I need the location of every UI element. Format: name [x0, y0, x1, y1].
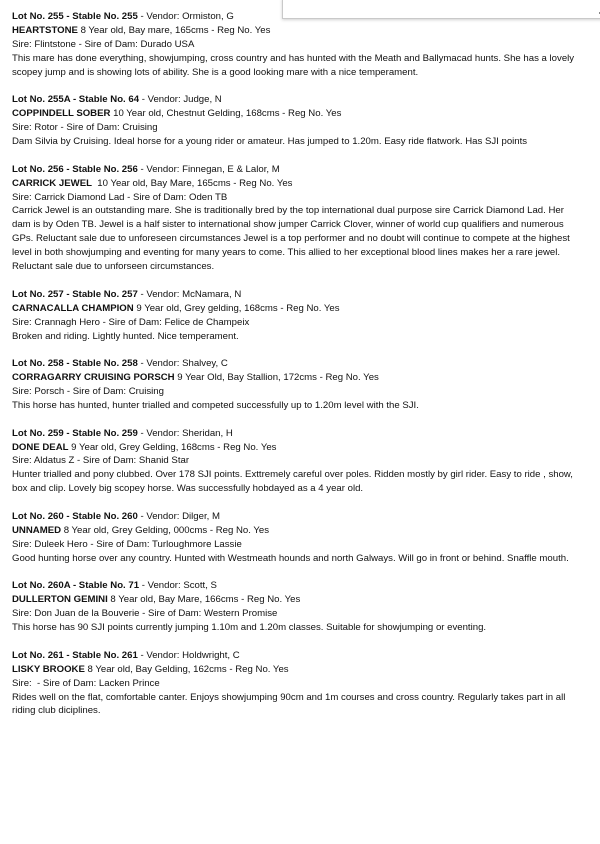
lot-entry — [12, 357, 584, 413]
sire-line: Sire: Duleek Hero - Sire of Dam: Turloughmore Lassie — [12, 538, 242, 550]
sire-line: Sire: Rotor - Sire of Dam: Cruising — [12, 122, 158, 134]
horse-details: 10 Year old, Bay Mare, 165cms - Reg No. Yes — [91, 177, 293, 189]
horse-line — [12, 663, 584, 677]
horse-details: 10 Year old, Chestnut Gelding, 168cms - Reg No. Yes — [110, 108, 342, 120]
lot-number: Lot No. 258 - Stable No. 258 — [12, 358, 138, 370]
horse-details: 9 Year old, Grey Gelding, 168cms - Reg No. Yes — [68, 441, 277, 453]
lot-number: Lot No. 259 - Stable No. 259 — [12, 427, 138, 439]
horse-name: LISKY BROOKE — [12, 663, 85, 675]
lot-entry — [12, 10, 584, 80]
description: This horse has 90 SJI points currently jumping 1.10m and 1.20m classes. Suitable for showjumping or eventing. — [12, 622, 487, 634]
lot-header-line — [12, 288, 584, 302]
lot-number: Lot No. 257 - Stable No. 257 — [12, 288, 138, 300]
horse-line — [12, 441, 584, 455]
horse-line — [12, 371, 584, 385]
horse-details: 9 Year Old, Bay Stallion, 172cms - Reg No. Yes — [174, 372, 379, 384]
description: This horse has hunted, hunter trialled and competed successfully up to 1.20m level with the SJI. — [12, 399, 419, 411]
horse-line — [12, 302, 584, 316]
lot-number: Lot No. 261 - Stable No. 261 — [12, 649, 138, 661]
sire-line: Sire: - Sire of Dam: Lacken Prince — [12, 677, 160, 689]
vendor: - Vendor: Judge, N — [139, 94, 222, 106]
description: Broken and riding. Lightly hunted. Nice temperament. — [12, 330, 239, 342]
description: Good hunting horse over any country. Hunted with Westmeath hounds and north Galways. Will go in front or behind. Snaffle mouth. — [12, 552, 569, 564]
lot-entry — [12, 427, 584, 497]
horse-details: 8 Year old, Bay mare, 165cms - Reg No. Yes — [77, 24, 271, 36]
horse-name: HEARTSTONE — [12, 24, 78, 36]
lot-entry — [12, 288, 584, 344]
horse-name: CORRAGARRY CRUISING PORSCH — [12, 372, 175, 384]
lot-header-line — [12, 427, 584, 441]
description: Rides well on the flat, comfortable canter. Enjoys showjumping 90cm and 1m courses and cross country. Regularly takes part in all riding club diciplines. — [12, 691, 566, 717]
horse-name: CARNACALLA CHAMPION — [12, 302, 134, 314]
sire-line: Sire: Don Juan de la Bouverie - Sire of Dam: Western Promise — [12, 608, 278, 620]
lot-header-line — [12, 579, 584, 593]
horse-name: DULLERTON GEMINI — [12, 594, 108, 606]
lot-header-line — [12, 357, 584, 371]
lot-header-line — [12, 93, 584, 107]
lot-entry — [12, 579, 584, 635]
horse-details: 9 Year old, Grey gelding, 168cms - Reg No. Yes — [133, 302, 340, 314]
description: Hunter trialled and pony clubbed. Over 178 SJI points. Exttremely careful over poles. Ridden mostly by girl rider. Easy to ride , show, box and clip. Lovely big scopey horse. Was successfully hobdayed as a 4 year old. — [12, 469, 573, 495]
lot-entry — [12, 163, 584, 274]
vendor: - Vendor: Scott, S — [139, 580, 217, 592]
lot-number: Lot No. 256 - Stable No. 256 — [12, 163, 138, 175]
vendor: - Vendor: Finnegan, E & Lalor, M — [137, 163, 280, 175]
vendor: - Vendor: Shalvey, C — [137, 358, 228, 370]
vendor: - Vendor: Holdwright, C — [137, 649, 240, 661]
sire-line: Sire: Carrick Diamond Lad - Sire of Dam: Oden TB — [12, 191, 228, 203]
lot-entry — [12, 510, 584, 566]
lot-header-line — [12, 510, 584, 524]
description: Dam Silvia by Cruising. Ideal horse for a young rider or amateur. Has jumped to 1.20m. Easy ride flatwork. Has SJI points — [12, 136, 528, 148]
lot-entry — [12, 93, 584, 149]
horse-line — [12, 107, 584, 121]
vendor: - Vendor: Ormiston, G — [137, 11, 234, 22]
lot-header-line — [12, 163, 584, 177]
horse-line — [12, 24, 584, 38]
horse-line — [12, 593, 584, 607]
lot-entry — [12, 649, 584, 719]
sire-line: Sire: Crannagh Hero - Sire of Dam: Felice de Champeix — [12, 316, 250, 328]
lot-header-line — [12, 649, 584, 663]
lot-number: Lot No. 260A - Stable No. 71 — [12, 580, 140, 592]
horse-line — [12, 177, 584, 191]
description: Carrick Jewel is an outstanding mare. She is traditionally bred by the top international dual purpose sire Carrick Diamond Lad. Her dam is by Oden TB. Jewel is a half sister to international show jumper Carrick Clover, winner of world cup qualifiers and numerous GPs. Reluctant sale due to unforeseen circumstances Jewel is a top performer and no doubt will continue to compete at the highest level in both showjumping and eventing for many years to come. This allied to her exceptional blood lines makes her a rare jewel. Reluctant sale due to unforseen circumstances. — [12, 205, 570, 273]
lot-number: Lot No. 255A - Stable No. 64 — [12, 94, 140, 106]
sire-line: Sire: Aldatus Z - Sire of Dam: Shanid Star — [12, 455, 190, 467]
catalogue-page — [12, 10, 584, 732]
horse-details: 8 Year old, Grey Gelding, 000cms - Reg No. Yes — [61, 524, 270, 536]
description: This mare has done everything, showjumping, cross country and has hunted with the Meath and Ballymacad hunts. She has a lovely scopey jump and is showing lots of ability. She is a good looking mare with a nice temperament. — [12, 52, 575, 78]
horse-line — [12, 524, 584, 538]
horse-details: 8 Year old, Bay Gelding, 162cms - Reg No. Yes — [84, 663, 289, 675]
vendor: - Vendor: Sheridan, H — [137, 427, 233, 439]
sire-line: Sire: Flintstone - Sire of Dam: Durado USA — [12, 38, 195, 50]
horse-name: CARRICK JEWEL — [12, 177, 92, 189]
horse-name: UNNAMED — [12, 524, 62, 536]
horse-name: DONE DEAL — [12, 441, 69, 453]
vendor: - Vendor: Dilger, M — [137, 510, 220, 522]
sire-line: Sire: Porsch - Sire of Dam: Cruising — [12, 386, 164, 398]
lot-header-line — [12, 10, 584, 24]
horse-details: 8 Year old, Bay Mare, 166cms - Reg No. Yes — [107, 594, 301, 606]
lot-number: Lot No. 255 - Stable No. 255 — [12, 11, 138, 22]
vendor: - Vendor: McNamara, N — [137, 288, 242, 300]
lot-number: Lot No. 260 - Stable No. 260 — [12, 510, 138, 522]
horse-name: COPPINDELL SOBER — [12, 108, 111, 120]
